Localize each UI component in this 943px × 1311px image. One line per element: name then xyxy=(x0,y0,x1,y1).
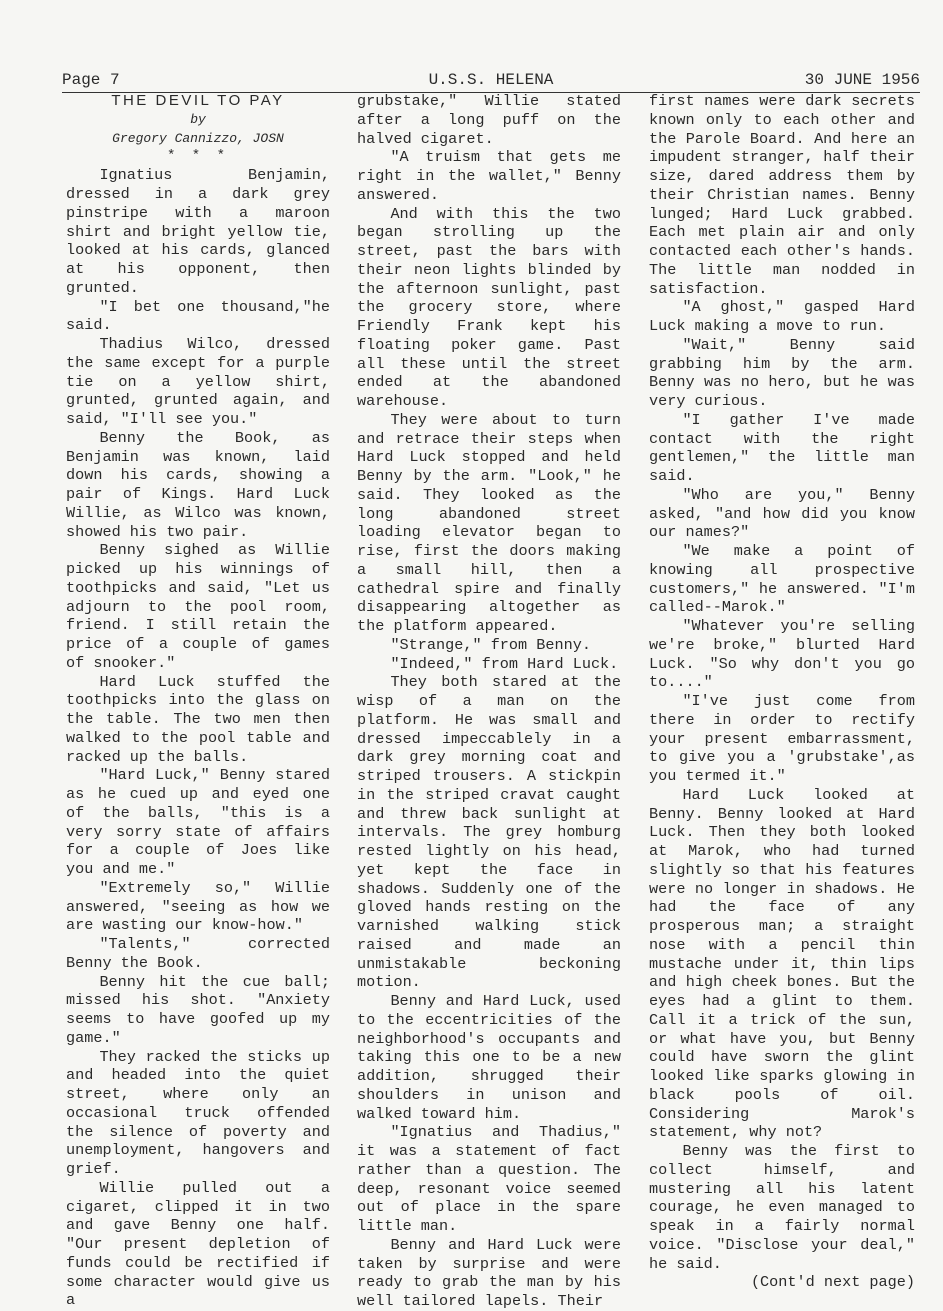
story-title: THE DEVIL TO PAY xyxy=(111,92,285,109)
story-heading xyxy=(66,92,330,164)
paragraph: "Extremely so," Willie answered, "seeing as how we are wasting our know-how." xyxy=(66,878,330,935)
column-1-body xyxy=(66,166,330,1310)
paragraph: Thadius Wilco, dressed the same except for a purple tie on a yellow shirt, grunted, grunted again, and said, "I'll see you." xyxy=(66,335,330,428)
section-divider: * * * xyxy=(166,148,229,165)
paragraph: "Who are you," Benny asked, "and how did you know our names?" xyxy=(649,485,915,542)
paragraph: "Hard Luck," Benny stared as he cued up and eyed one of the balls, "this is a very sorry state of affairs for a couple of Joes like you and me." xyxy=(66,766,330,878)
paragraph: "Indeed," from Hard Luck. xyxy=(390,654,619,673)
column-1 xyxy=(66,92,330,1310)
page-header xyxy=(62,70,920,93)
paragraph: "Ignatius and Thadius," it was a statement of fact rather than a question. The deep, resonant voice seemed out of place in the spare little man. xyxy=(357,1123,621,1235)
paragraph: They racked the sticks up and headed into the quiet street, where only an occasional truck offended the silence of poverty and unemployment, hangovers and grief. xyxy=(66,1047,330,1178)
paragraph: "Strange," from Benny. xyxy=(390,635,591,654)
paragraph: "Talents," corrected Benny the Book. xyxy=(66,935,330,972)
continued-note: (Cont'd next page) xyxy=(750,1273,915,1292)
page-number: Page 7 xyxy=(62,71,120,89)
paragraph: "I gather I've made contact with the right gentlemen," the little man said. xyxy=(649,410,915,485)
publication-name: U.S.S. HELENA xyxy=(428,71,554,89)
paragraph: Benny sighed as Willie picked up his winnings of toothpicks and said, "Let us adjourn to the pool room, friend. I still retain the price of a couple of games of snooker." xyxy=(66,541,330,672)
paragraph: They were about to turn and retrace their steps when Hard Luck stopped and held Benny by the arm. "Look," he said. They looked as the long abandoned street loading elevator began to rise, first the doors making a small hill, then a cathedral spire and finally disappearing altogether as the platform appeared. xyxy=(357,410,621,635)
paragraph: "Wait," Benny said grabbing him by the arm. Benny was no hero, but he was very curious. xyxy=(649,335,915,410)
paragraph: Benny the Book, as Benjamin was known, laid down his cards, showing a pair of Kings. Hard Luck Willie, as Wilco was known, showed his two pair. xyxy=(66,428,330,541)
paragraph: Hard Luck stuffed the toothpicks into the glass on the table. The two men then walked to the pool table and racked up the balls. xyxy=(66,672,330,766)
paragraph: Benny hit the cue ball; missed his shot. "Anxiety seems to have goofed up my game." xyxy=(66,972,330,1047)
paragraph: "A ghost," gasped Hard Luck making a move to run. xyxy=(649,298,915,335)
paragraph: They both stared at the wisp of a man on the platform. He was small and dressed impeccablely in a dark grey morning coat and striped trousers. A stickpin in the striped cravat caught and threw back sunlight at intervals. The grey homburg rested lightly on his head, yet kept the face in shadows. Suddenly one of the gloved hands resting on the varnished walking stick raised and made an unmistakable beckoning motion. xyxy=(357,673,621,992)
paragraph: Benny and Hard Luck, used to the eccentricities of the neighborhood's occupants and taking this one to be a new addition, shrugged their shoulders in unison and walked toward him. xyxy=(357,992,621,1123)
paragraph-continued: first names were dark secrets known only to each other and the Parole Board. And here an impudent stranger, half their size, dared address them by their Christian names. Benny lunged; Hard Luck grabbed. Each met plain air and only contacted each other's hands. The little man nodded in satisfaction. xyxy=(649,92,915,298)
paragraph: Ignatius Benjamin, dressed in a dark grey pinstripe with a maroon shirt and bright yellow tie, looked at his cards, glanced at his opponent, then grunted. xyxy=(66,166,330,297)
column-3 xyxy=(649,92,915,1292)
paragraph: "We make a point of knowing all prospective customers," he answered. "I'm called--Marok." xyxy=(649,542,915,617)
paragraph-continued: grubstake," Willie stated after a long puff on the halved cigaret. xyxy=(357,92,621,148)
paragraph: Benny and Hard Luck were taken by surprise and were ready to grab the man by his well tailored lapels. Their xyxy=(357,1235,621,1310)
paragraph: Willie pulled out a cigaret, clipped it in two and gave Benny one half. "Our present depletion of funds could be rectified if some character would give us a xyxy=(66,1178,330,1310)
issue-date: 30 JUNE 1956 xyxy=(804,71,920,89)
paragraph: "I bet one thousand,"he said. xyxy=(66,297,330,335)
paragraph: Benny was the first to collect himself, and mustering all his latent courage, he even managed to speak in a fairly normal voice. "Disclose your deal," he said. xyxy=(649,1142,915,1273)
column-2-body xyxy=(357,148,621,1311)
story-author: Gregory Cannizzo, JOSN xyxy=(112,130,284,146)
paragraph: And with this the two began strolling up the street, past the bars with their neon lights blinded by the afternoon sunlight, past the grocery store, where Friendly Frank kept his floating poker game. Past all these until the street ended at the abandoned warehouse. xyxy=(357,204,621,410)
column-3-body xyxy=(649,298,915,1273)
paragraph: "A truism that gets me right in the wallet," Benny answered. xyxy=(357,148,621,204)
paragraph: Hard Luck looked at Benny. Benny looked at Hard Luck. Then they both looked at Marok, who had turned slightly so that his features were no longer in shadows. He had the face of any prosperous man; a straight nose with a pencil thin mustache under it, thin lips and high cheek bones. But the eyes had a glint to them. Call it a trick of the sun, or what have you, but Benny could have sworn the glint looked like sparks glowing in black pools of oil. Considering Marok's statement, why not? xyxy=(649,785,915,1142)
column-2 xyxy=(357,92,621,1311)
byline-by: by xyxy=(190,111,206,127)
paragraph: "I've just come from there in order to rectify your present embarrassment, to give you a 'grubstake',as you termed it." xyxy=(649,692,915,785)
paragraph: "Whatever you're selling we're broke," blurted Hard Luck. "So why don't you go to...." xyxy=(649,617,915,692)
